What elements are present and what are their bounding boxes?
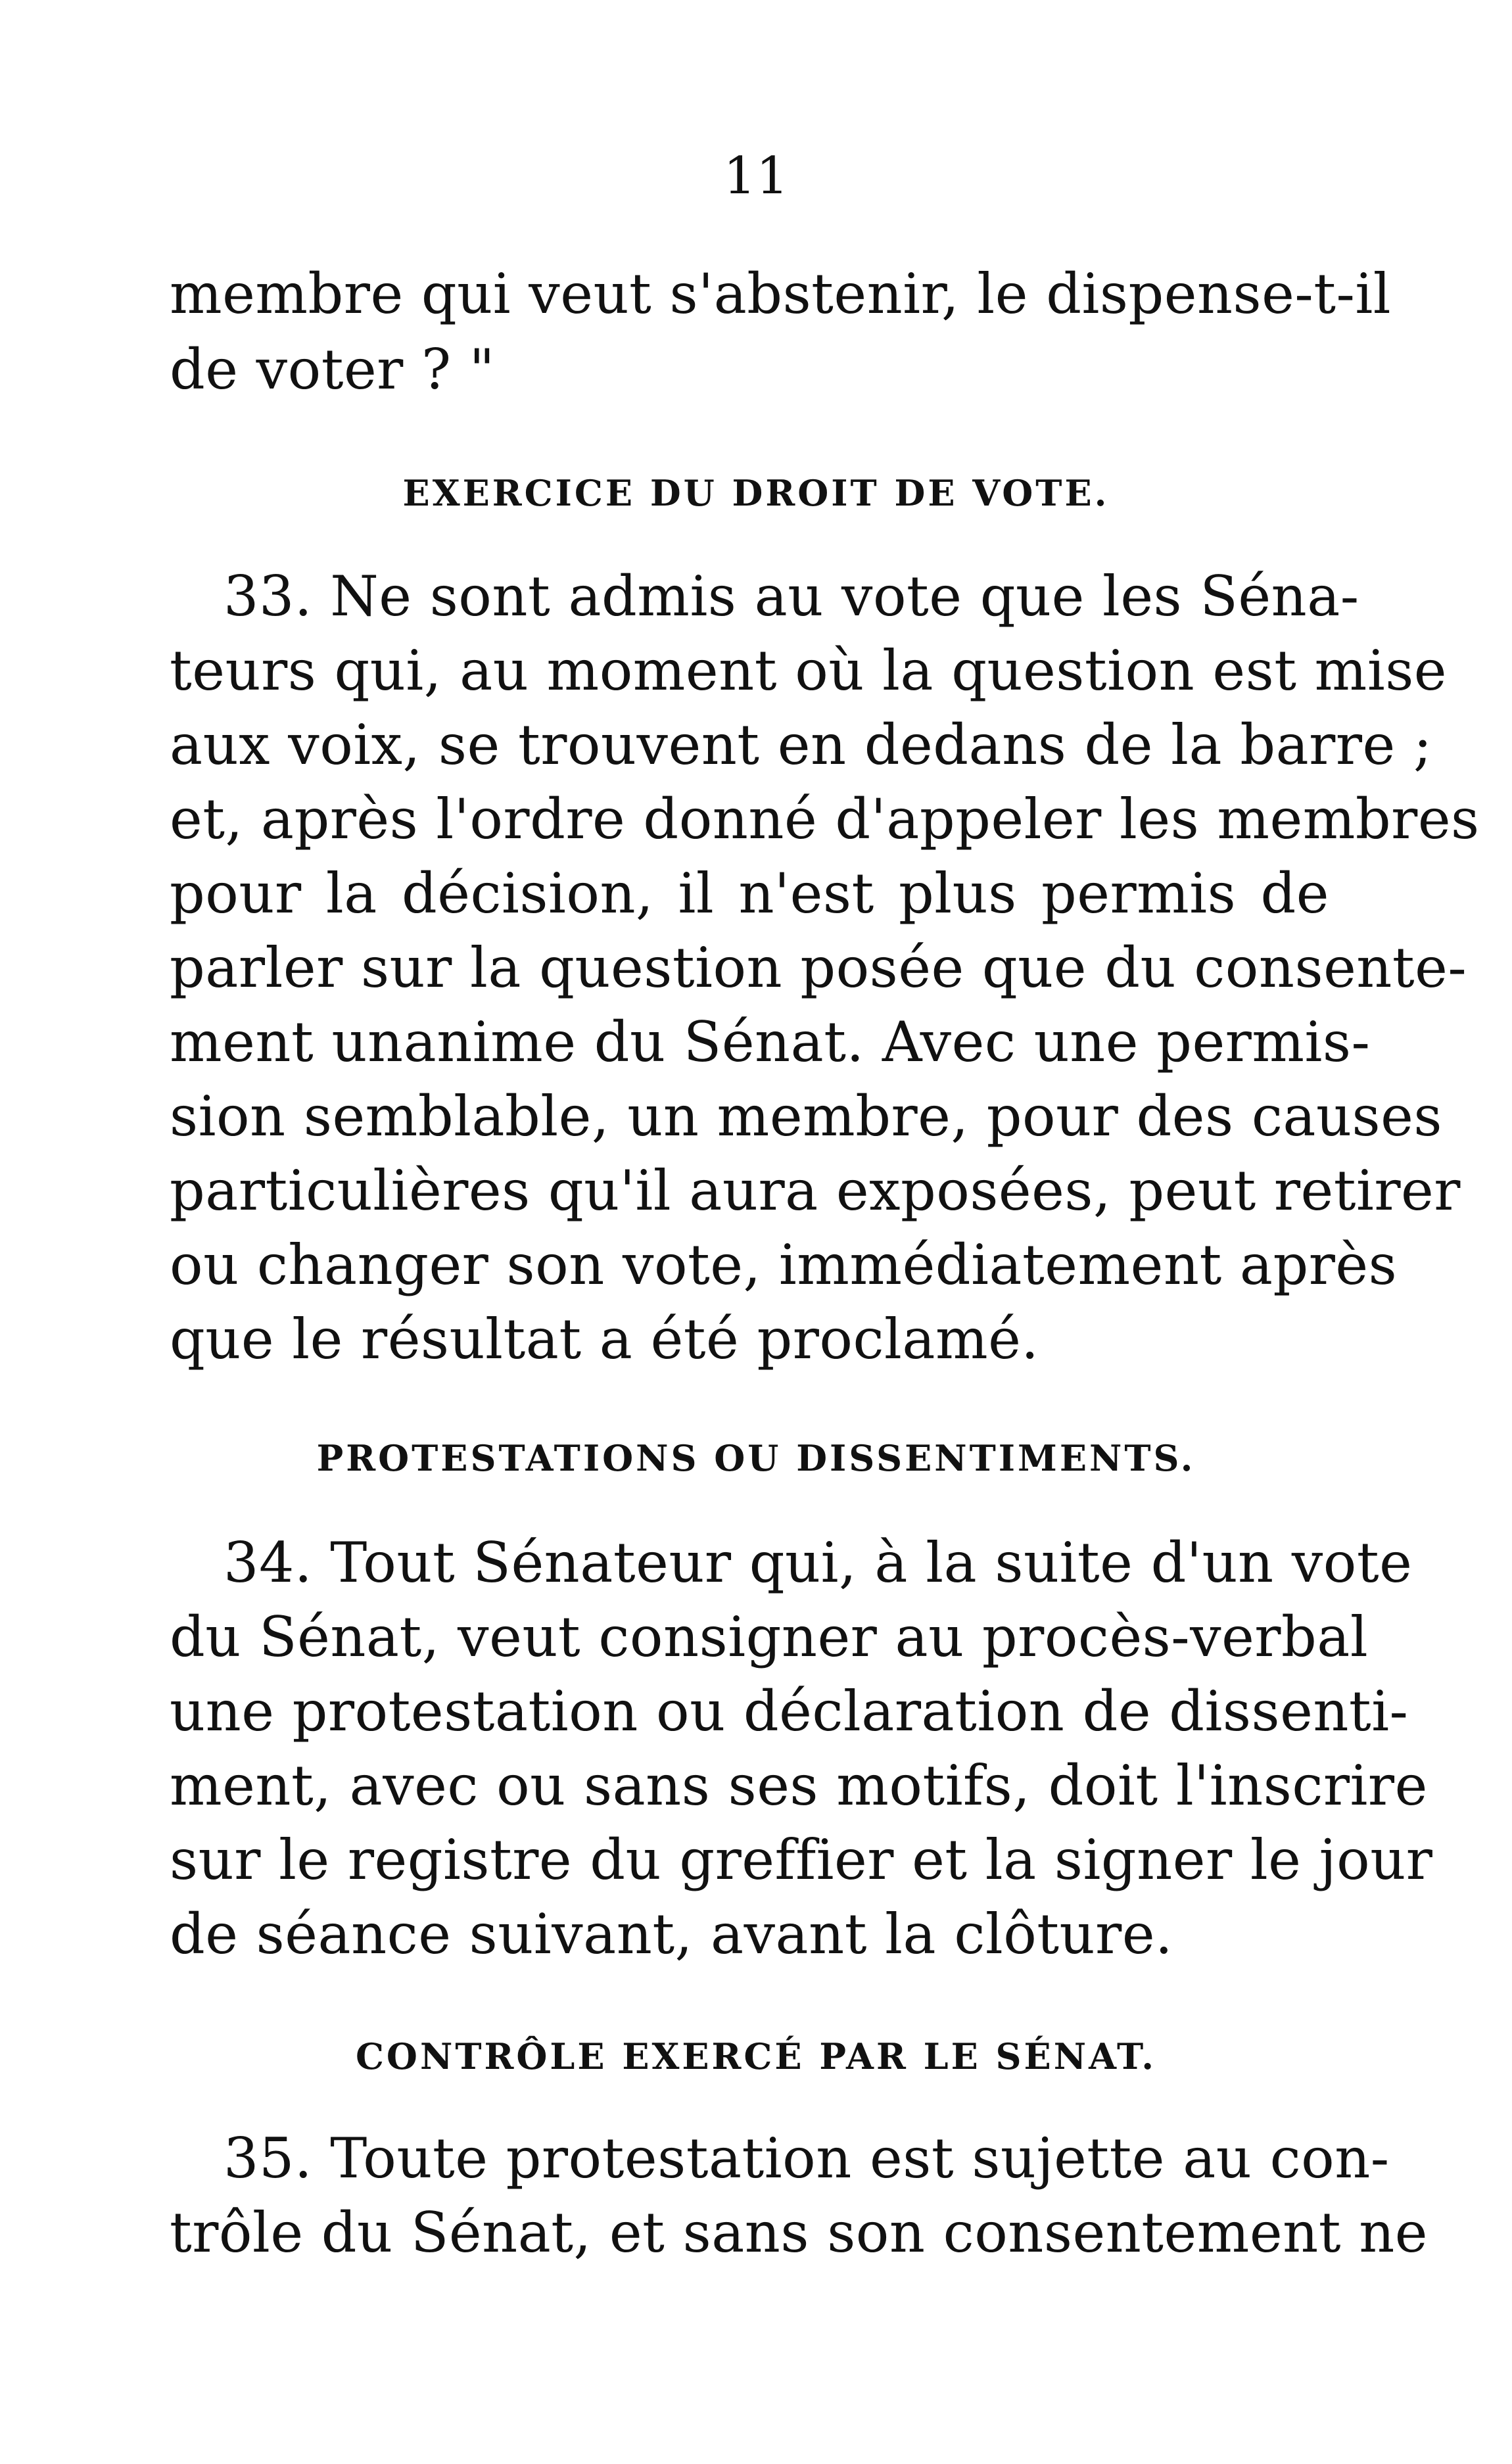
text-line: pour la décision, il n'est plus permis de	[170, 861, 1329, 926]
text-line: sion semblable, un membre, pour des causes	[170, 1084, 1442, 1149]
text-line: parler sur la question posée que du consente-	[170, 936, 1467, 1000]
section-heading: CONTRÔLE EXERCÉ PAR LE SÉNAT.	[355, 2035, 1157, 2077]
text-line: teurs qui, au moment où la question est mise	[170, 638, 1448, 703]
text-line: une protestation ou déclaration de dissenti-	[170, 1679, 1409, 1743]
text-line: 34. Tout Sénateur qui, à la suite d'un vote	[224, 1530, 1413, 1595]
text-line: particulières qu'il aura exposées, peut retirer	[170, 1158, 1461, 1223]
text-line: aux voix, se trouvent en dedans de la barre ;	[170, 713, 1432, 777]
text-line: 35. Toute protestation est sujette au con-	[224, 2126, 1390, 2191]
text-line: sur le registre du greffier et la signer le jour	[170, 1828, 1433, 1892]
text-line: et, après l'ordre donné d'appeler les membres	[170, 787, 1480, 851]
text-line: 33. Ne sont admis au vote que les Séna-	[224, 564, 1359, 628]
text-line: du Sénat, veut consigner au procès-verbal	[170, 1605, 1369, 1669]
section-heading: EXERCICE DU DROIT DE VOTE.	[402, 472, 1110, 514]
text-line: ment unanime du Sénat. Avec une permis-	[170, 1010, 1371, 1074]
text-line: que le résultat a été proclamé.	[170, 1307, 1039, 1371]
text-line: trôle du Sénat, et sans son consentement ne	[170, 2200, 1429, 2265]
text-line: ou changer son vote, immédiatement après	[170, 1233, 1398, 1297]
text-line: de séance suivant, avant la clôture.	[170, 1902, 1173, 1966]
text-line: de voter ? "	[170, 337, 495, 402]
section-heading: PROTESTATIONS OU DISSENTIMENTS.	[316, 1437, 1196, 1479]
page-number: 11	[723, 147, 789, 206]
text-line: membre qui veut s'abstenir, le dispense-t-il	[170, 262, 1392, 326]
text-line: ment, avec ou sans ses motifs, doit l'inscrire	[170, 1753, 1428, 1818]
